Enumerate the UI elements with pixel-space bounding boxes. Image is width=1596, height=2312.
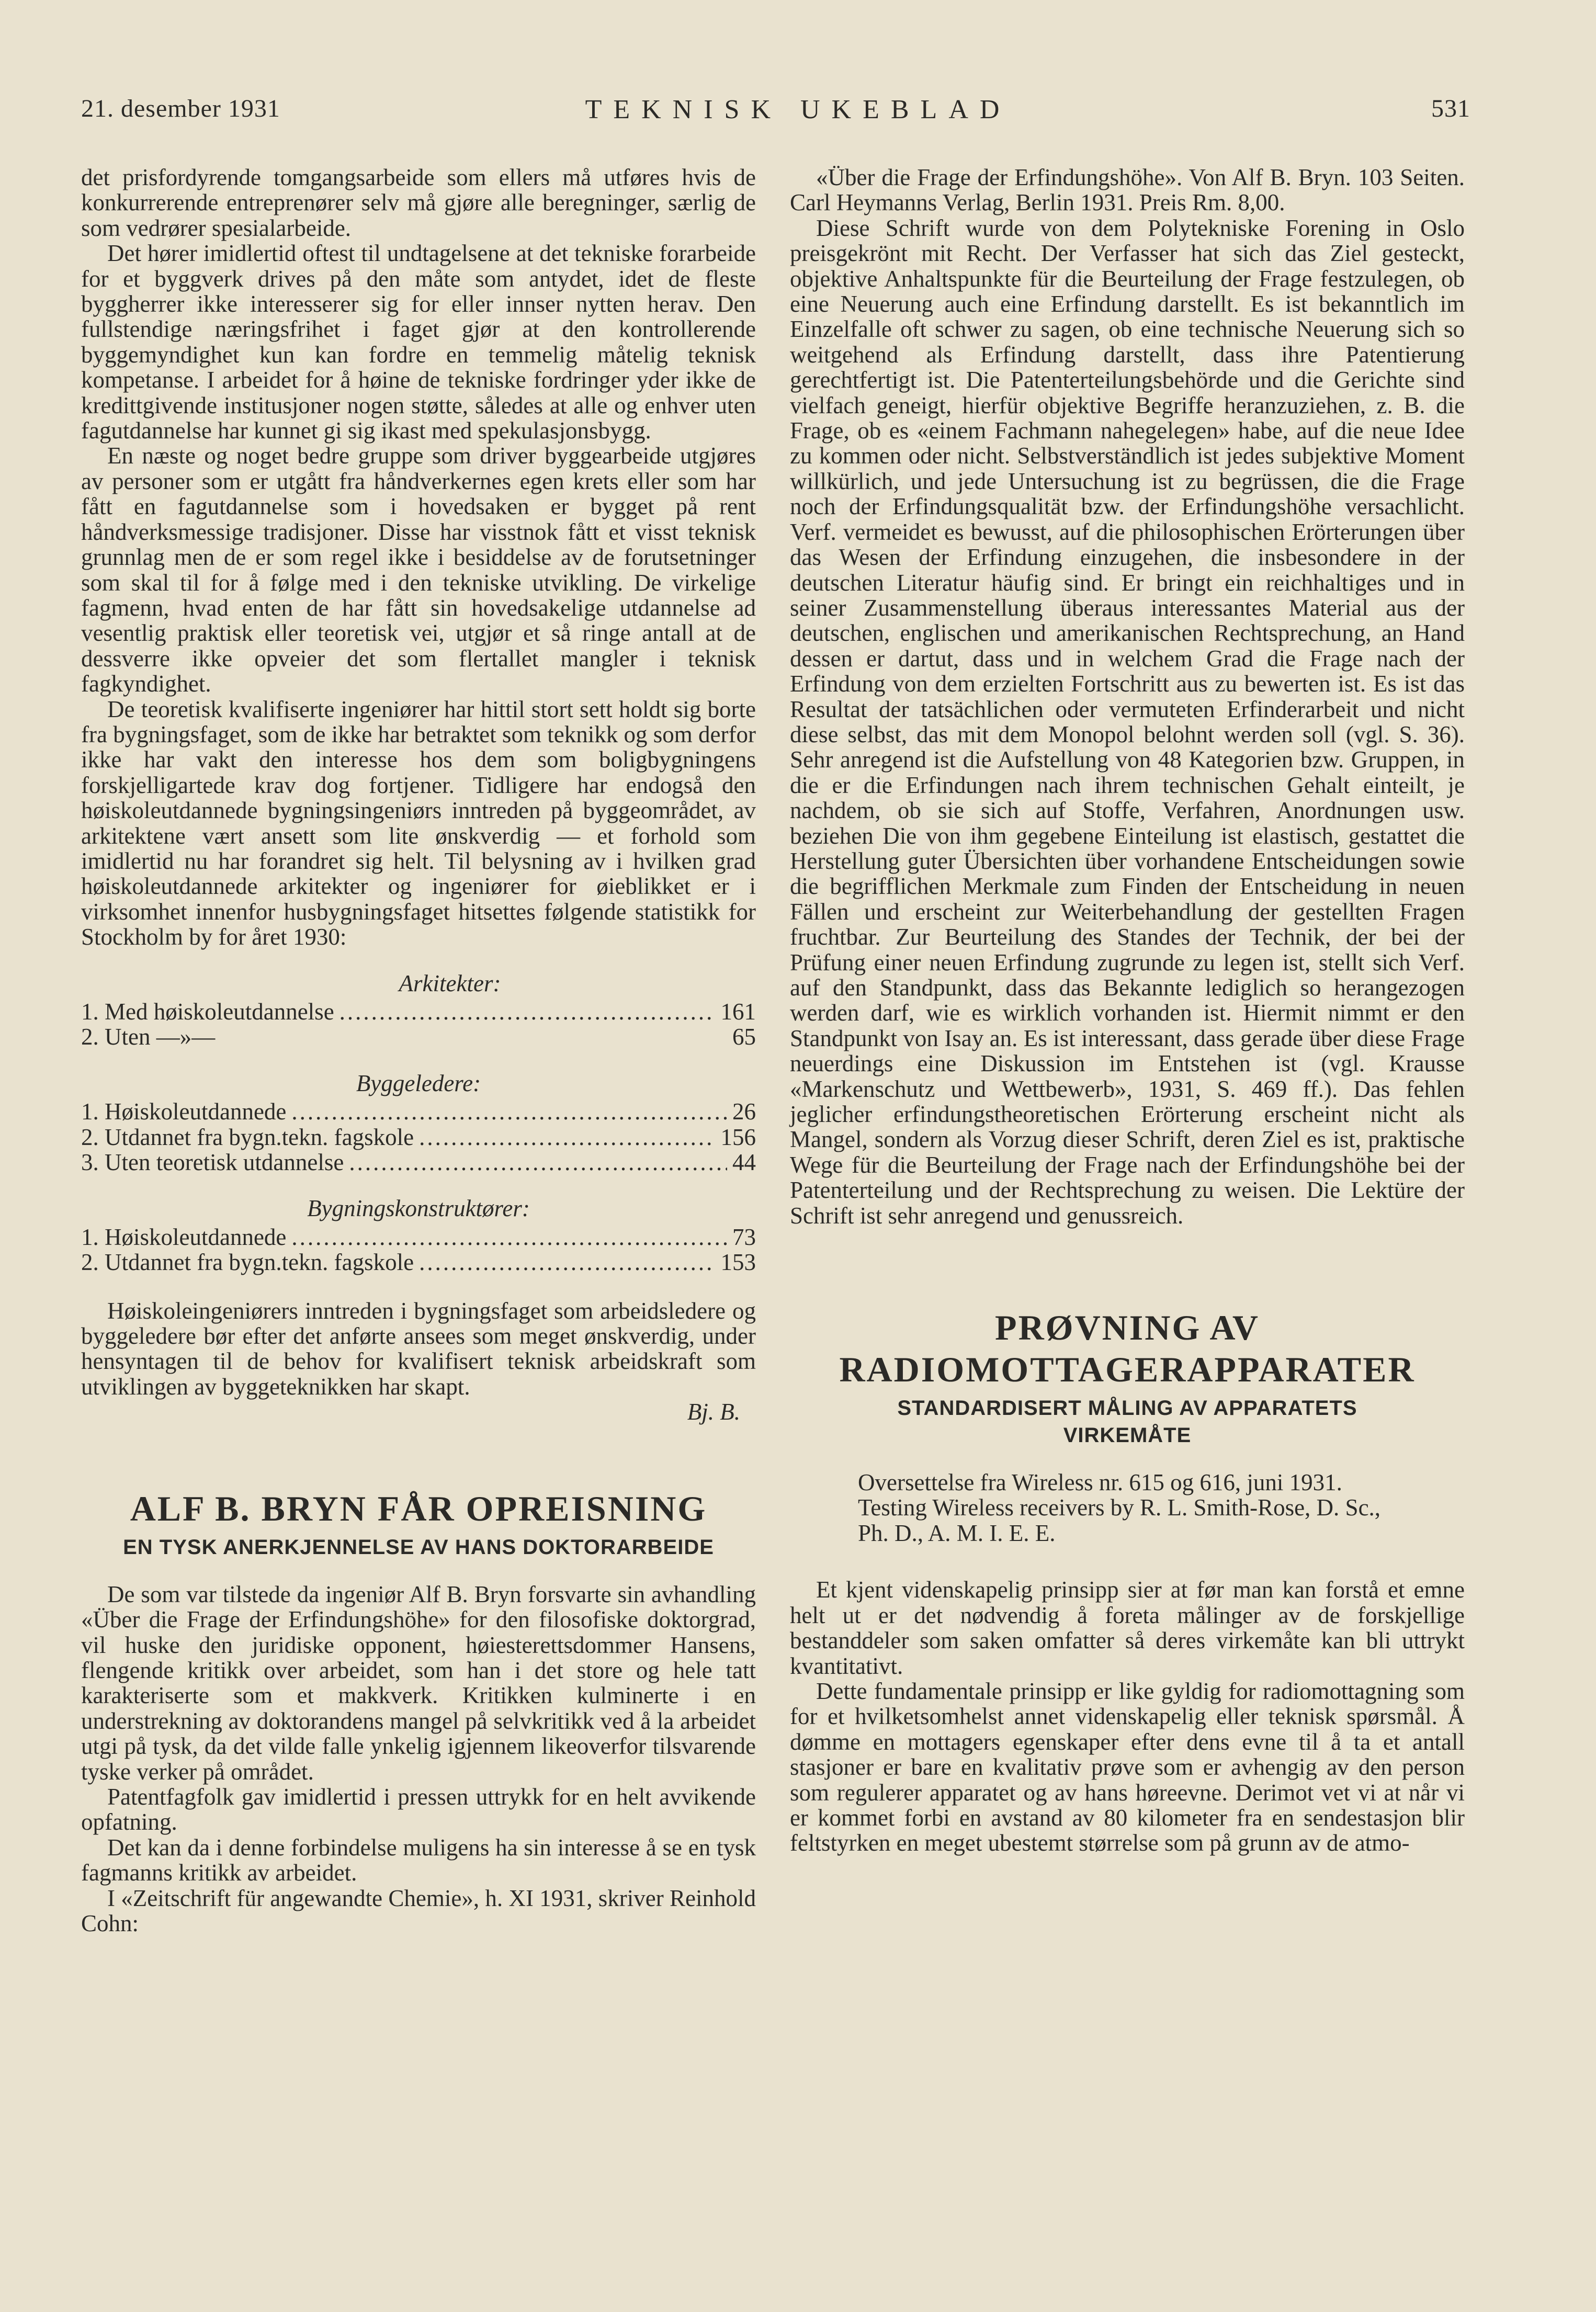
paragraph: Dette fundamentale prinsipp er like gyldig for radiomottagning som for et hvilketsomhelst annet videnskapelig eller teknisk spørsmål. Å dømme en mottagers egenskaper efter dens evne til å ta et antall stasjoner er bare en kvalitativ prøve som er avhengig av den person som regulerer apparatet og av hans høreevne. Derimot vet vi at når vi er kommet forbi en avstand av 80 kilometer fra en sendestasjon blir feltstyrken en meget ubestemt størrelse som på grunn av de atmo- — [790, 1678, 1465, 1856]
stat-label: 1. Med høiskoleutdannelse — [81, 999, 334, 1025]
stat-label: 1. Høiskoleutdannede — [81, 1098, 287, 1125]
stat-row — [81, 1024, 756, 1049]
translation-line: Ph. D., A. M. I. E. E. — [858, 1520, 1056, 1546]
stat-row — [81, 1150, 756, 1175]
stat-value: 153 — [720, 1249, 756, 1276]
stat-heading: Bygningskonstruktører: — [307, 1195, 530, 1222]
stat-label: 1. Høiskoleutdannede — [81, 1223, 287, 1250]
stat-row — [81, 1125, 756, 1150]
stat-value: 65 — [732, 1024, 756, 1050]
journal-title: TEKNISK UKEBLAD — [585, 95, 1011, 124]
article-title-line1: PRØVNING AV — [995, 1308, 1260, 1348]
stat-value: 156 — [720, 1124, 756, 1150]
stat-label: 3. Uten teoretisk utdannelse — [81, 1149, 344, 1176]
issue-date: 21. desember 1931 — [81, 95, 280, 122]
article-subtitle: STANDARDISERT MÅLING AV APPARATETS VIRKEMÅTE — [897, 1397, 1357, 1447]
paragraph: Høiskoleingeniørers inntreden i bygningsfaget som arbeidsledere og byggeledere bør efter det anførte ansees som meget ønskverdig, under hensyntagen til de behov for kvalifisert teknisk arbeidskraft som utviklingen av byggeteknikken har skapt. — [81, 1297, 756, 1400]
author-signature: Bj. B. — [687, 1399, 740, 1425]
stat-value: 44 — [732, 1149, 756, 1176]
translation-note — [858, 1470, 1465, 1546]
paragraph: En næste og noget bedre gruppe som driver byggearbeide utgjøres av personer som er utgått fra håndverkernes egen krets eller som har fått en fagutdannelse som i hovedsaken er bygget på rent håndverksmessige tradisjoner. Disse har visstnok fått et visst teknisk grunnlag men de er som regel ikke i besiddelse av de forutsetninger som skal til for å følge med i den tekniske utvikling. De virkelige fagmenn, hvad enten de har fått sin hovedsakelige utdannelse ad vesentlig praktisk eller teoretisk vei, utgjør et så ringe antall at de dessverre ikke opveier det som flertallet mangler i teknisk fagkyndighet. — [81, 443, 756, 697]
translation-line: Oversettelse fra Wireless nr. 615 og 616, juni 1931. — [858, 1469, 1342, 1496]
page-number: 531 — [1431, 95, 1470, 122]
stat-value: 73 — [732, 1223, 756, 1250]
stat-row — [81, 1099, 756, 1124]
paragraph: Det kan da i denne forbindelse muligens ha sin interesse å se en tysk fagmanns kritikk av arbeidet. — [81, 1834, 756, 1886]
article-title: ALF B. BRYN FÅR OPREISNING — [130, 1488, 707, 1528]
stat-row — [81, 1250, 756, 1275]
article-subtitle: EN TYSK ANERKJENNELSE AV HANS DOKTORARBEIDE — [123, 1535, 714, 1559]
article-title-line2: RADIOMOTTAGERAPPARATER — [839, 1350, 1416, 1390]
stat-label: 2. Utdannet fra bygn.tekn. fagskole — [81, 1249, 414, 1276]
stat-label: 2. Utdannet fra bygn.tekn. fagskole — [81, 1124, 414, 1150]
paragraph: I «Zeitschrift für angewandte Chemie», h. XI 1931, skriver Reinhold Cohn: — [81, 1885, 756, 1936]
stat-value: 26 — [732, 1098, 756, 1125]
paragraph: Diese Schrift wurde von dem Polytekniske Forening in Oslo preisgekrönt mit Recht. Der Verfasser hat sich das Ziel gesteckt, objektive Anhaltspunkte für die Beurteilung der Frage festzulegen, ob eine Neuerung auch eine Erfindung darstellt. Es ist bekanntlich im Einzelfalle oft schwer zu sagen, ob eine technische Neuerung sich so weitgehend als Erfindung darstellt, dass ihre Patentierung gerechtfertigt ist. Die Patenterteilungsbehörde und die Gerichte sind vielfach geneigt, hierfür objektive Begriffe heranzuziehen, z. B. die Frage, ob es «einem Fachmann nahegelegen» habe, auf die neue Idee zu kommen oder nicht. Selbstverständlich ist jedes subjektive Moment willkürlich, und jede Untersuchung ist zu begrüssen, die die Frage noch der Erfindungsqualität bzw. der Erfindungshöhe versachlicht. Verf. vermeidet es bewusst, auf die philosophischen Erörterungen über das Wesen der Erfindung einzugehen, die insbesondere in der deutschen Literatur häufig sind. Er bringt ein reichhaltiges und in seiner Zusammenstellung überaus interessantes Material aus der deutschen, englischen und amerikanischen Rechtsprechung, an Hand dessen er dartut, dass und in welchem Grad die Frage nach der Erfindung von dem erzielten Fortschritt aus zu bewerten ist. Es ist das Resultat der tatsächlichen oder vermuteten Erfinderarbeit und nicht diese selbst, das mit dem Monopol belohnt werden soll (vgl. S. 36). Sehr anregend ist die Aufstellung von 48 Kategorien bzw. Gruppen, in die er die Erfindungen nach ihrem technischen Gehalt einteilt, je nachdem, ob sie sich auf Stoffe, Verfahren, Anordnungen usw. beziehen Die von ihm gegebene Einteilung ist elastisch, gestattet die Herstellung guter Übersichten über vorhandene Entscheidungen sowie die begrifflichen Merkmale zum Finden der Entscheidung in neuen Fällen und erscheint zur Weiterbehandlung der gestellten Fragen fruchtbar. Zur Beurteilung des Standes der Technik, der bei der Prüfung einer neuen Erfindung zugrunde zu legen ist, stellt sich Verf. auf den Standpunkt, dass das Bekannte lediglich so herangezogen werden darf, wie es wirklich vorhanden ist. Hiermit nimmt er den Standpunkt von Isay an. Es ist interessant, dass gerade über diese Frage neuerdings eine Diskussion im Entstehen ist (vgl. Krausse «Markenschutz und Wettbewerb», 1931, S. 469 ff.). Das fehlen jeglicher erfindungstheoretischen Erörterung erscheint nicht als Mangel, sondern als Vorzug dieser Schrift, deren Ziel es ist, praktische Wege für die Beurteilung der Frage nach der Erfindungshöhe bei der Patenterteilung und der Rechtsprechung zu weisen. Die Lektüre der Schrift ist sehr anregend und genussreich. — [790, 214, 1465, 1229]
right-column — [790, 165, 1465, 1856]
stat-heading: Arkitekter: — [399, 970, 501, 996]
stat-label: 2. Uten —»— — [81, 1024, 216, 1050]
paragraph: det prisfordyrende tomgangsarbeide som ellers må utføres hvis de konkurrerende entreprenører selv må gjøre alle beregninger, særlig de som vedrører spesialarbeide. — [81, 164, 756, 241]
statistics-table — [81, 971, 756, 1275]
stat-heading: Byggeledere: — [356, 1070, 481, 1096]
paragraph: Patentfagfolk gav imidlertid i pressen uttrykk for en helt avvikende opfatning. — [81, 1783, 756, 1835]
stat-row — [81, 999, 756, 1024]
paragraph: Det hører imidlertid oftest til undtagelsene at det tekniske forarbeide for et byggverk drives på den måte som antydet, idet de fleste byggherrer ikke interesserer sig for eller innser nytten herav. Den fullstendige næringsfrihet i faget gjør at den kontrollerende byggemyndighet kun kan fordre en temmelig måtelig teknisk kompetanse. I arbeidet for å høine de tekniske fordringer yder ikke de kredittgivende institusjoner nogen støtte, således at alle og enhver uten fagutdannelse har kunnet gi sig ikast med spekulasjonsbygg. — [81, 240, 756, 444]
stat-value: 161 — [720, 999, 756, 1025]
translation-line: Testing Wireless receivers by R. L. Smith-Rose, D. Sc., — [858, 1494, 1381, 1521]
paragraph: De som var tilstede da ingeniør Alf B. Bryn forsvarte sin avhandling «Über die Frage der Erfindungshöhe» for den filosofiske doktorgrad, vil huske den juridiske opponent, høiesterettsdommer Hansens, flengende kritikk over arbeidet, som han i det store og hele tatt karakteriserte som et makkverk. Kritikken kulminerte i en understrekning av doktorandens mangel på selvkritikk ved å la arbeidet utgi på tysk, da det vilde falle ynkelig igjennem likeoverfor tilsvarende tyske verker på området. — [81, 1581, 756, 1785]
paragraph: De teoretisk kvalifiserte ingeniører har hittil stort sett holdt sig borte fra bygningsfaget, som de ikke har betraktet som teknikk og som derfor ikke har vakt den interesse hos dem som boligbygningens forskjelligartede krav dog fortjener. Tidligere har endogså den høiskoleutdannede bygningsingeniørs inntreden på byggeområdet, av arkitektene vært ansett som lite ønskverdig — et forhold som imidlertid nu har forandret sig helt. Til belysning av i hvilken grad høiskoleutdannede arkitekter og ingeniører for øieblikket er i virksomhet innenfor husbygningsfaget hitsettes følgende statistikk for Stockholm by for året 1930: — [81, 696, 756, 950]
stat-row — [81, 1225, 756, 1250]
left-column — [81, 165, 756, 1936]
book-reference: «Über die Frage der Erfindungshöhe». Von Alf B. Bryn. 103 Seiten. Carl Heymanns Verlag, Berlin 1931. Preis Rm. 8,00. — [790, 164, 1465, 216]
paragraph: Et kjent videnskapelig prinsipp sier at før man kan forstå et emne helt ut er det nødvendig å foreta målinger av de forskjellige bestanddeler som saken omfatter så deres virkemåte kan bli uttrykt kvantitativt. — [790, 1577, 1465, 1679]
